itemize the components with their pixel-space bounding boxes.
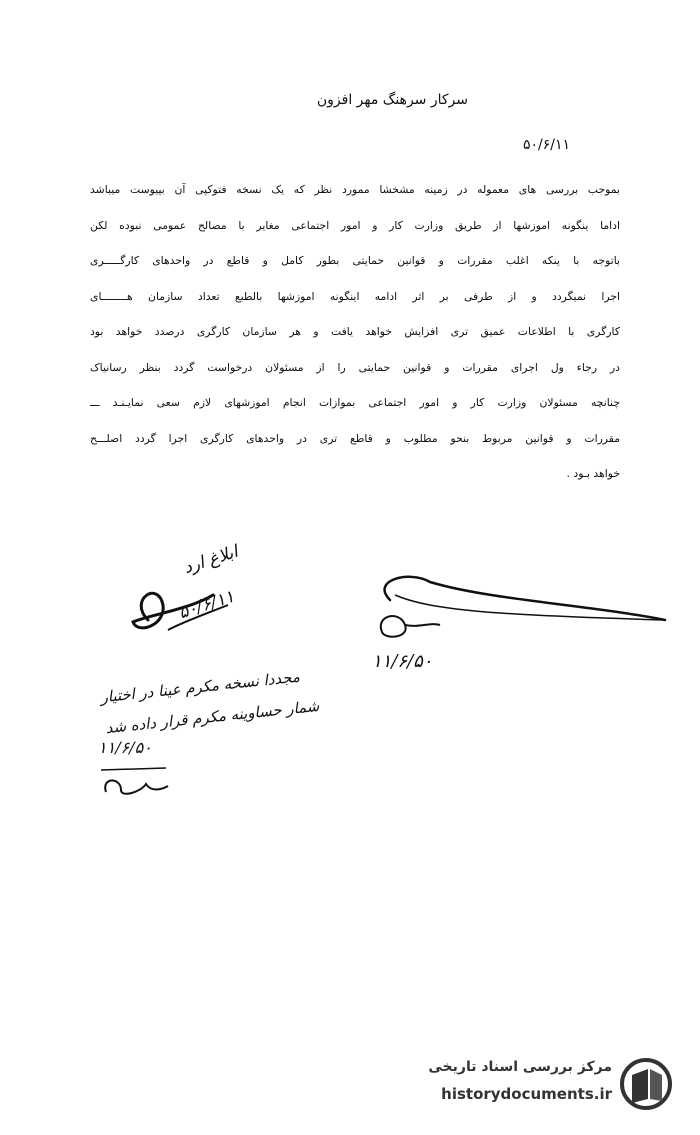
handwritten-note-line: مجددا نسخه مکرم عینا در اختیار: [99, 667, 301, 707]
bottom-signature: [96, 762, 176, 802]
right-handwritten-date: ۱۱/۶/۵۰: [372, 651, 433, 672]
watermark-logo: [410, 1055, 680, 1113]
letter-date: ۵۰/۶/۱۱: [522, 137, 570, 153]
body-line: در رجاء ول اجرای مقررات و قوانین حمایتی را از مسئولان درخواست گردد بنظر رسانیاک: [90, 360, 620, 374]
watermark-org-name: مرکز بررسی اسناد تاریخی: [428, 1059, 612, 1075]
letter-salutation: سرکار سرهنگ مهر افزون: [316, 92, 468, 108]
body-line: چنانچه مسئولان وزارت کار و امور اجتماعی بموازات انجام اموزشهای لازم سعی نمایـنـد ـــ: [90, 396, 620, 409]
handwritten-note-line: شمار حساوینه مکرم قرار داده شد: [104, 696, 321, 738]
bottom-handwritten-date: ۱۱/۶/۵۰: [98, 738, 152, 757]
body-line: اجرا نمیگردد و از طرفی بر اثر ادامه اینگونه اموزشها بالطبع تعداد سازمان هــــــــای: [90, 289, 620, 303]
body-line: خواهد بـود .: [566, 467, 620, 480]
letter-body: [90, 176, 620, 496]
body-line: اداما ینگونه اموزشها از طریق وزارت کار و امور اجتماعی مغایر با مصالح عمومی نبوده لکن: [90, 218, 620, 232]
left-handwritten-date: ۵۰/۶/۱۱: [176, 586, 237, 624]
left-handwritten-note: ابلاغ ارد: [181, 541, 241, 579]
right-signature: [370, 570, 670, 650]
watermark-url: historydocuments.ir: [441, 1085, 612, 1103]
body-line: مقررات و قوانین مربوط بنحو مطلوب و قاطع تری در واحدهای کارگری اجرا گردد اصلـــح: [90, 431, 620, 445]
book-emblem-icon: [618, 1057, 674, 1111]
body-line: باتوجه با ینکه اغلب مقررات و قوانین حمایتی بطور کامل و قاطع در واحدهای کارگـــــری: [90, 254, 620, 267]
body-line: کارگری با اطلاعات عمیق تری افزایش خواهد یافت و هر سازمان کارگری درصدد خواهد بود: [90, 325, 620, 338]
body-line: بموجب بررسی های معموله در زمینه مشخشا ممورد نظر که یک نسخه فتوکپی آن بپیوست میباشد: [90, 183, 620, 196]
